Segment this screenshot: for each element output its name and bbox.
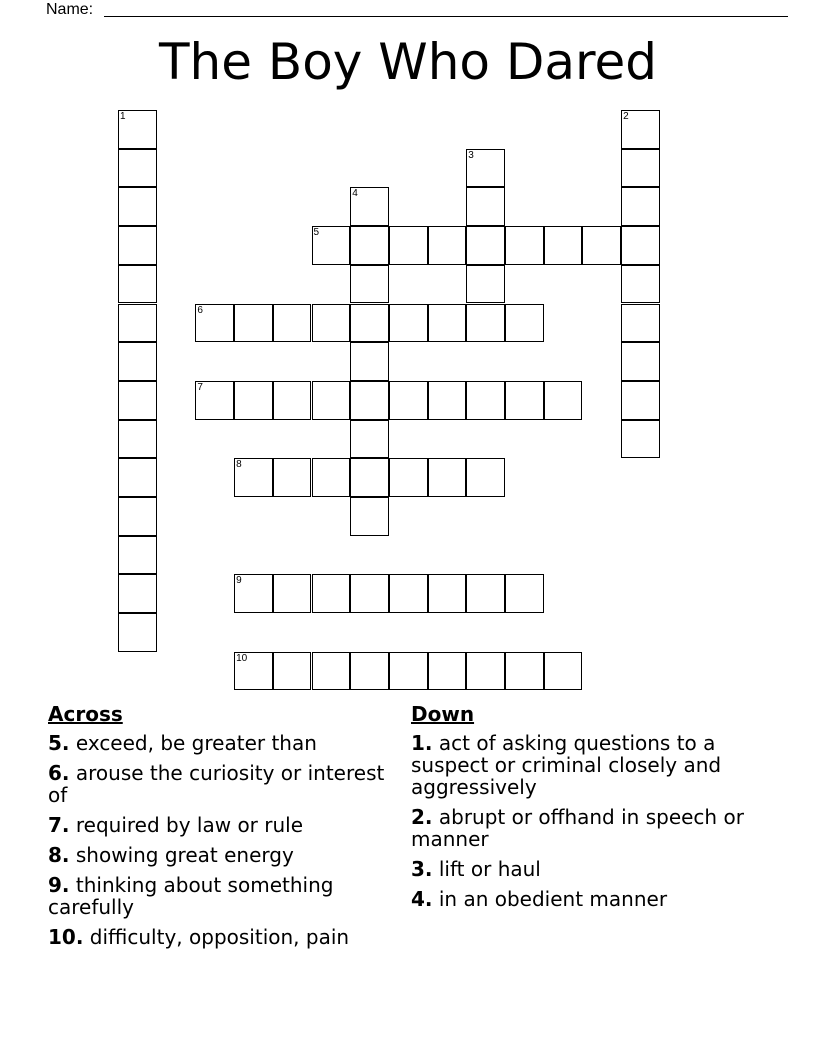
grid-cell xyxy=(234,458,273,497)
clue-number: 8. xyxy=(48,843,70,867)
grid-cell xyxy=(350,420,389,459)
clue-across-5 xyxy=(48,732,388,754)
grid-cell xyxy=(505,304,544,343)
grid-cell xyxy=(466,187,505,226)
cell-number: 10 xyxy=(236,652,248,664)
grid-cell xyxy=(389,381,428,420)
grid-cell xyxy=(621,187,660,226)
grid-cell xyxy=(428,458,467,497)
grid-cell xyxy=(350,574,389,613)
cell-number: 2 xyxy=(623,111,629,122)
grid-cell xyxy=(118,342,157,381)
grid-cell xyxy=(466,458,505,497)
grid-cell xyxy=(350,226,389,265)
grid-cell xyxy=(312,381,351,420)
grid-cell xyxy=(466,149,505,188)
down-clues xyxy=(411,702,751,918)
grid-cell xyxy=(350,187,389,226)
clue-text: exceed, be greater than xyxy=(75,731,317,755)
grid-cell xyxy=(389,458,428,497)
grid-cell xyxy=(234,304,273,343)
cell-number: 9 xyxy=(236,575,242,587)
grid-cell xyxy=(544,652,583,691)
clue-text: abrupt or offhand in speech or manner xyxy=(411,805,744,851)
grid-cell xyxy=(428,226,467,265)
clue-number: 3. xyxy=(411,857,433,881)
grid-cell xyxy=(118,149,157,188)
grid-cell xyxy=(621,110,660,149)
grid-cell xyxy=(428,304,467,343)
grid-cell xyxy=(505,226,544,265)
clue-down-1 xyxy=(411,732,751,798)
grid-cell xyxy=(389,226,428,265)
grid-cell xyxy=(350,458,389,497)
cell-number: 4 xyxy=(352,188,358,200)
grid-cell xyxy=(621,342,660,381)
clue-number: 5. xyxy=(48,731,70,755)
grid-cell xyxy=(466,652,505,691)
grid-cell xyxy=(621,304,660,343)
grid-cell xyxy=(428,652,467,691)
clue-text: lift or haul xyxy=(438,857,541,881)
grid-cell xyxy=(118,536,157,575)
clue-text: act of asking questions to a suspect or criminal closely and aggressively xyxy=(411,731,722,799)
grid-cell xyxy=(389,304,428,343)
grid-cell xyxy=(505,381,544,420)
grid-cell xyxy=(350,265,389,304)
grid-cell xyxy=(118,458,157,497)
grid-cell xyxy=(466,574,505,613)
clue-text: arouse the curiosity or interest of xyxy=(48,761,385,807)
grid-cell xyxy=(312,652,351,691)
grid-cell xyxy=(273,574,312,613)
clue-text: thinking about something carefully xyxy=(48,873,334,919)
clue-across-6 xyxy=(48,762,388,806)
down-heading: Down xyxy=(411,702,475,726)
clue-number: 4. xyxy=(411,887,433,911)
grid-cell xyxy=(118,265,157,304)
grid-cell xyxy=(273,458,312,497)
name-label: Name: xyxy=(46,1,94,18)
grid-cell xyxy=(350,497,389,536)
clue-down-3 xyxy=(411,858,751,880)
cell-number: 6 xyxy=(197,304,203,316)
grid-cell xyxy=(621,226,660,265)
grid-cell xyxy=(389,574,428,613)
grid-cell xyxy=(273,652,312,691)
grid-cell xyxy=(118,381,157,420)
cell-number: 7 xyxy=(197,381,203,393)
clue-text: showing great energy xyxy=(75,843,294,867)
across-clues xyxy=(48,702,388,956)
grid-cell xyxy=(582,226,621,265)
clue-number: 7. xyxy=(48,813,70,837)
across-heading: Across xyxy=(48,702,123,726)
grid-cell xyxy=(389,652,428,691)
clue-across-8 xyxy=(48,844,388,866)
clue-down-2 xyxy=(411,806,751,850)
grid-cell xyxy=(350,342,389,381)
grid-cell xyxy=(195,304,234,343)
grid-cell xyxy=(428,574,467,613)
grid-cell xyxy=(312,574,351,613)
clue-number: 6. xyxy=(48,761,70,785)
grid-cell xyxy=(466,265,505,304)
grid-cell xyxy=(312,226,351,265)
grid-cell xyxy=(273,304,312,343)
clue-across-9 xyxy=(48,874,388,918)
clue-number: 10. xyxy=(48,925,84,949)
grid-cell xyxy=(118,226,157,265)
grid-cell xyxy=(544,381,583,420)
grid-cell xyxy=(118,304,157,343)
grid-cell xyxy=(350,381,389,420)
grid-cell xyxy=(505,574,544,613)
grid-cell xyxy=(118,574,157,613)
clue-down-4 xyxy=(411,888,751,910)
grid-cell xyxy=(621,381,660,420)
grid-cell xyxy=(466,381,505,420)
cell-number: 8 xyxy=(236,459,242,471)
clue-across-10 xyxy=(48,926,388,948)
cell-number: 5 xyxy=(313,227,320,239)
grid-cell xyxy=(428,381,467,420)
grid-cell xyxy=(621,420,660,459)
grid-cell xyxy=(466,226,505,265)
grid-cell xyxy=(466,304,505,343)
grid-cell xyxy=(350,304,389,343)
grid-cell xyxy=(544,226,583,265)
grid-cell xyxy=(195,381,234,420)
grid-cell xyxy=(118,187,157,226)
clue-text: difficulty, opposition, pain xyxy=(89,925,350,949)
clue-text: in an obedient manner xyxy=(438,887,668,911)
grid-cell xyxy=(312,458,351,497)
grid-cell xyxy=(234,652,273,691)
clue-number: 2. xyxy=(411,805,433,829)
grid-cell xyxy=(621,149,660,188)
grid-cell xyxy=(118,420,157,459)
grid-cell xyxy=(273,381,312,420)
grid-cell xyxy=(118,613,157,652)
grid-cell xyxy=(312,304,351,343)
clue-text: required by law or rule xyxy=(75,813,304,837)
grid-cell xyxy=(621,265,660,304)
page-title: The Boy Who Dared xyxy=(159,33,657,91)
cell-number: 3 xyxy=(468,149,474,161)
grid-cell xyxy=(350,652,389,691)
grid-cell xyxy=(118,110,157,149)
grid-cell xyxy=(505,652,544,691)
grid-cell xyxy=(118,497,157,536)
clue-number: 9. xyxy=(48,873,70,897)
cell-number: 1 xyxy=(120,111,126,122)
grid-cell xyxy=(234,574,273,613)
clue-across-7 xyxy=(48,814,388,836)
clue-number: 1. xyxy=(411,731,433,755)
grid-cell xyxy=(234,381,273,420)
